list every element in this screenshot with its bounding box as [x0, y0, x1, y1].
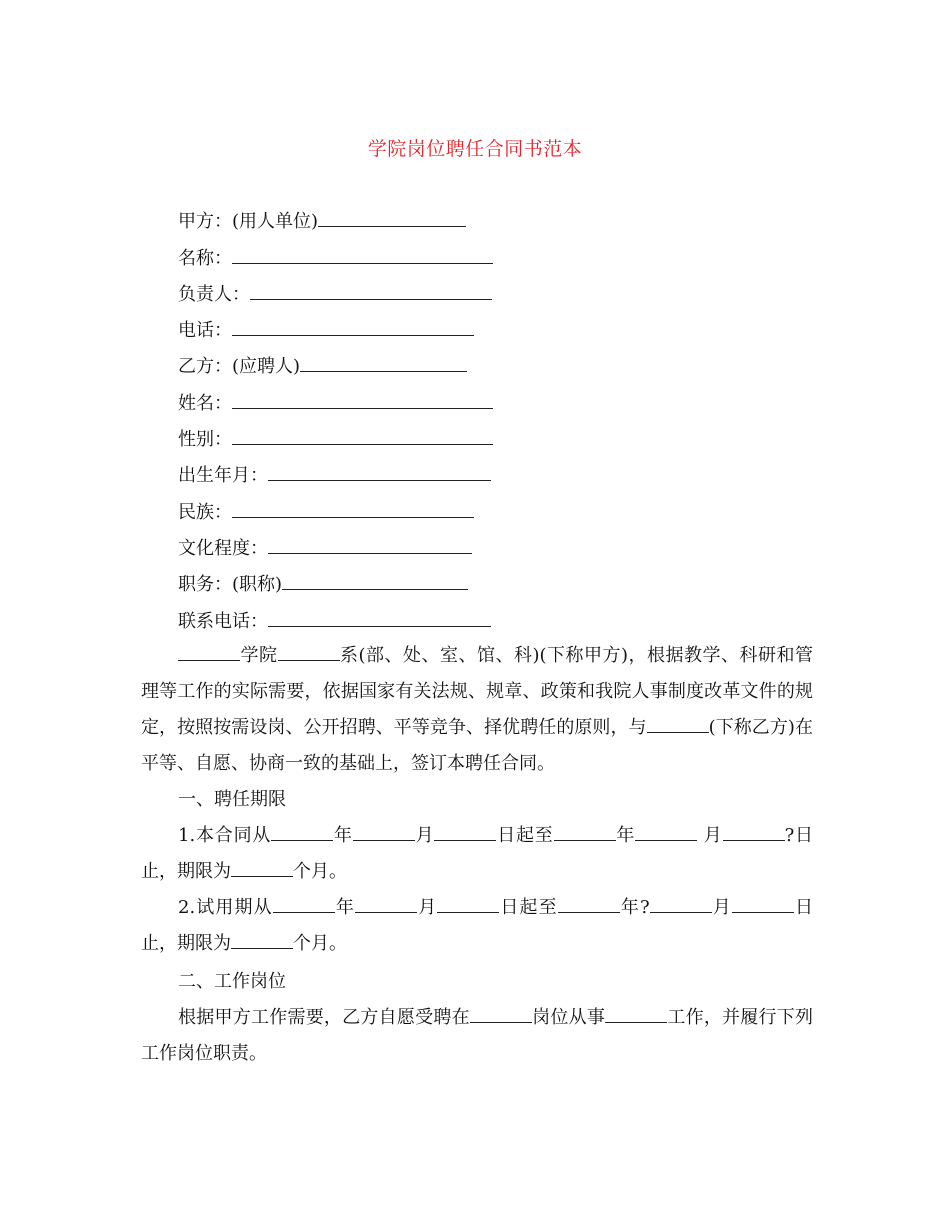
party-b-line: [178, 353, 467, 379]
party-b-position-line: [178, 571, 468, 597]
term2-text-a: 2.试用期从: [178, 897, 273, 918]
term1-text-b: 年: [333, 825, 353, 846]
term1-text-e: 年: [615, 825, 636, 846]
term2-text-g: 日止，期限为: [141, 897, 814, 954]
post-paragraph: [141, 1000, 813, 1072]
intro-text-3: (下称乙方)在平等、自愿、协商一致的基础上，签订本聘任合同。: [141, 717, 813, 774]
end-month-blank: [635, 822, 697, 841]
start-day-blank: [434, 822, 496, 841]
party-b-label: 乙方：(应聘人): [178, 356, 301, 377]
post-text-2: 岗位从事: [531, 1007, 606, 1028]
party-b-education-line: [178, 535, 472, 561]
party-a-head-line: [178, 281, 492, 307]
trial-end-day-blank: [732, 894, 794, 913]
trial-start-year-blank: [273, 894, 335, 913]
start-year-blank: [271, 822, 333, 841]
term-months-blank: [231, 858, 293, 877]
party-b-position-label: 职务：(职称): [178, 574, 283, 595]
document-title: 学院岗位聘任合同书范本: [367, 138, 583, 160]
party-b-contact-blank: [268, 608, 491, 627]
term2-text-f: 月: [711, 897, 732, 918]
party-b-name-label: 姓名：: [178, 393, 232, 414]
party-b-birth-blank: [268, 462, 491, 481]
term1-text-h: 个月。: [293, 861, 347, 882]
start-month-blank: [353, 822, 415, 841]
party-b-name-line: [178, 390, 493, 416]
party-a-name-line: [178, 245, 493, 271]
section-1-heading: 一、聘任期限: [178, 789, 286, 810]
term-item-2: [141, 890, 813, 962]
term2-text-b: 年: [334, 897, 356, 918]
term2-text-h: 个月。: [293, 933, 347, 954]
party-b-blank: [300, 353, 467, 372]
department-blank: [278, 642, 340, 661]
intro-paragraph: [141, 638, 813, 782]
term2-text-e: 年?: [619, 897, 650, 918]
college-blank: [178, 642, 240, 661]
term1-text-a: 1.本合同从: [178, 825, 272, 846]
party-b-position-blank: [282, 571, 468, 590]
party-b-name-blank: [232, 390, 493, 409]
trial-end-month-blank: [650, 894, 712, 913]
term1-text-f: 月: [697, 825, 723, 846]
party-b-contact-line: [178, 608, 491, 634]
party-b-gender-line: [178, 426, 493, 452]
term1-text-d: 日起至: [496, 825, 554, 846]
party-a-name-blank: [232, 245, 493, 264]
work-type-blank: [605, 1004, 667, 1023]
party-a-head-label: 负责人：: [178, 284, 250, 305]
party-b-gender-blank: [232, 426, 493, 445]
party-b-name-inline-blank: [647, 714, 709, 733]
term-item-1: [141, 818, 813, 890]
trial-start-month-blank: [355, 894, 417, 913]
party-a-line: [178, 208, 466, 234]
post-name-blank: [470, 1004, 532, 1023]
intro-text-1: 学院: [240, 645, 278, 666]
end-day-blank: [723, 822, 785, 841]
party-b-education-blank: [268, 535, 472, 554]
term1-text-c: 月: [414, 825, 435, 846]
party-b-education-label: 文化程度：: [178, 538, 268, 559]
party-b-ethnicity-blank: [232, 499, 474, 518]
party-a-phone-line: [178, 317, 474, 343]
term2-text-c: 月: [417, 897, 438, 918]
party-a-blank: [318, 208, 466, 227]
party-b-ethnicity-label: 民族：: [178, 502, 232, 523]
section-2-heading: 二、工作岗位: [178, 971, 286, 992]
intro-text-2: 系(部、处、室、馆、科)(下称甲方)，根据教学、科研和管理等工作的实际需要，依据国家有关法规、规章、政策和我院人事制度改革文件的规定，按照按需设岗、公开招聘、平等竞争、择优聘任的原则，与: [141, 645, 814, 738]
party-b-birth-label: 出生年月：: [178, 465, 268, 486]
party-a-phone-label: 电话：: [178, 320, 232, 341]
party-b-contact-label: 联系电话：: [178, 611, 268, 632]
term1-text-g: ?日止，期限为: [141, 825, 814, 882]
trial-months-blank: [231, 930, 293, 949]
party-b-gender-label: 性别：: [178, 429, 232, 450]
trial-end-year-blank: [558, 894, 620, 913]
post-text-1: 根据甲方工作需要，乙方自愿受聘在: [178, 1007, 470, 1028]
post-text-3: 工作，并履行下列工作岗位职责。: [141, 1007, 814, 1064]
party-b-birth-line: [178, 462, 491, 488]
trial-start-day-blank: [437, 894, 499, 913]
party-b-ethnicity-line: [178, 499, 474, 525]
party-a-label: 甲方：(用人单位): [178, 211, 319, 232]
party-a-phone-blank: [232, 317, 474, 336]
party-a-name-label: 名称：: [178, 248, 232, 269]
end-year-blank: [554, 822, 616, 841]
party-a-head-blank: [250, 281, 492, 300]
term2-text-d: 日起至: [499, 897, 558, 918]
